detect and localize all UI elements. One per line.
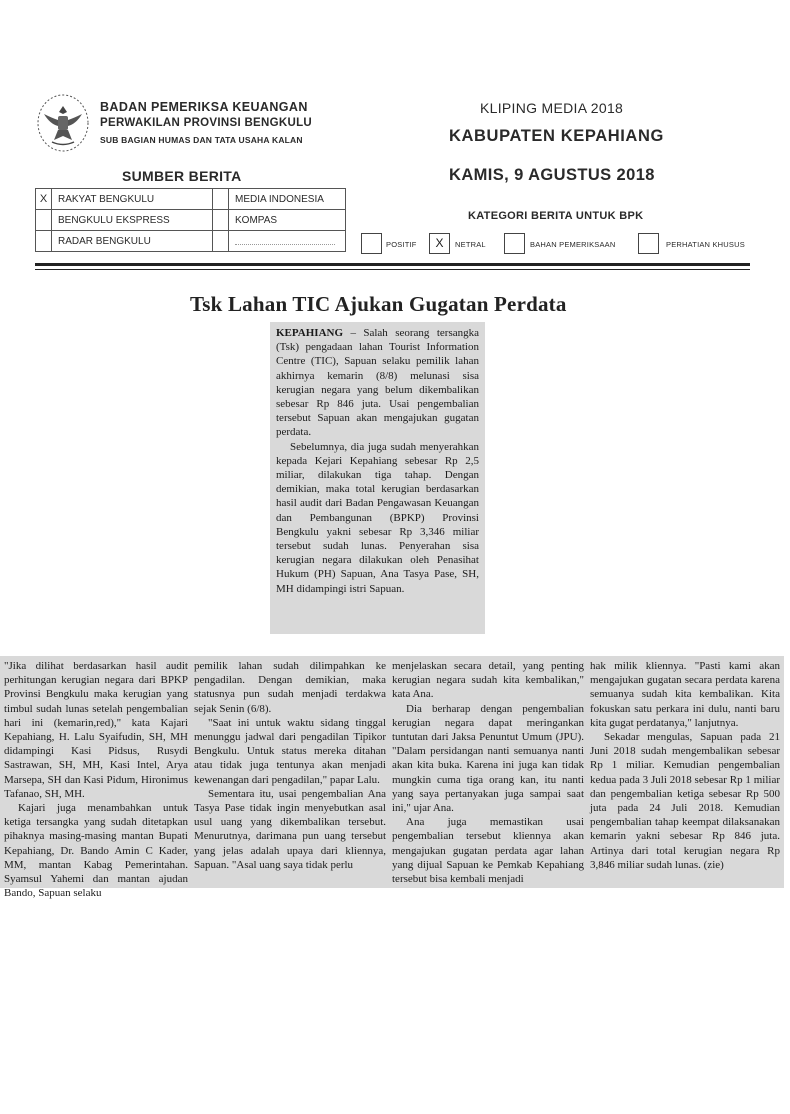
body-paragraph: menjelaskan secara detail, yang penting kerugian negara sudah kita kembalikan," kata Ana. xyxy=(392,660,584,701)
body-paragraph: "Jika dilihat berdasarkan hasil audit perhitungan kerugian negara dari BPKP Provinsi Bengkulu maka kerugian yang timbul sudah lunas setelah pengembalian hari ini (kemarin,red)," kata Kajari Kepahiang, H. Lalu Syaifudin, SH, MH didampingi Kasi Pidsus, Rusydi Sastrawan, SH, MH, Kasi Intel, Arya Marsepa, SH dan Kasi Pidum, Hironimus Tafanao, SH, MH. xyxy=(4,660,188,800)
kategori-label-perhatian: PERHATIAN KHUSUS xyxy=(666,240,745,249)
dateline: KEPAHIANG xyxy=(276,327,344,339)
source-check xyxy=(36,231,52,252)
source-check: X xyxy=(36,189,52,210)
clipping-column-1 xyxy=(0,656,192,900)
org-branch: PERWAKILAN PROVINSI BENGKULU xyxy=(100,117,313,129)
source-check xyxy=(213,231,229,252)
date-title: KAMIS, 9 AGUSTUS 2018 xyxy=(449,166,655,184)
column-text xyxy=(194,659,386,872)
clipping-column-2 xyxy=(190,656,390,888)
source-check xyxy=(213,210,229,231)
divider-thin xyxy=(35,269,750,270)
column-text xyxy=(392,659,584,886)
kategori-checkbox-perhatian xyxy=(638,233,659,254)
source-blank xyxy=(229,231,346,252)
source-name: RADAR BENGKULU xyxy=(52,231,213,252)
lead-paragraph-text: – Salah seorang tersangka (Tsk) pengadaan lahan Tourist Information Centre (TIC), Sapuan selaku pemilik lahan akhirnya kemarin (8/8) melunasi sisa kerugian negara yang belum dikembalikan sebesar Rp 846 juta. Usai pengembalian tersebut Sapuan akan mengajukan gugatan perdata. xyxy=(276,327,479,439)
kategori-checkbox-bahan xyxy=(504,233,525,254)
source-name: BENGKULU EKSPRESS xyxy=(52,210,213,231)
source-name: MEDIA INDONESIA xyxy=(229,189,346,210)
article-headline: Tsk Lahan TIC Ajukan Gugatan Perdata xyxy=(190,292,567,316)
kategori-label-bahan: BAHAN PEMERIKSAAN xyxy=(530,240,616,249)
body-paragraph: "Saat ini untuk waktu sidang tinggal menunggu jadwal dari pengadilan Tipikor Bengkulu. Untuk status mereka ditahan atau tidak juga tentunya akan menjadi kewenangan dari pengadilan," papar Lalu. xyxy=(194,716,386,786)
body-paragraph: Sementara itu, usai pengembalian Ana Tasya Pase tidak ingin menyebutkan asal usul uang yang dikembalikan tersebut. Menurutnya, darimana pun uang tersebut yang jelas adalah upaya dari kliennya, Sapuan. "Asal uang saya tidak perlu xyxy=(194,787,386,871)
body-paragraph: Kajari juga menambahkan untuk ketiga tersangka yang sudah ditetapkan pihaknya masing-masing mantan Bupati Kepahiang, Dr. Bando Amin C Kader, MM, mantan Kabag Pemerintahan. Syamsul Yahemi dan mantan ajudan Bando, Sapuan selaku xyxy=(4,802,188,900)
clipping-column-3 xyxy=(388,656,588,888)
source-row xyxy=(36,231,346,252)
body-paragraph: Dia berharap dengan pengembalian kerugian negara dapat meringankan tuntutan dari Jaksa Penuntut Umum (JPU). "Dalam persidangan nanti semuanya nanti akan kita buka. Karena ini juga kan tidak mungkin cuma tiga orang kan, itu nanti yang saya pertanyakan juga sampai saat ini," ujar Ana. xyxy=(392,702,584,815)
divider-thick xyxy=(35,263,750,266)
org-subdivision: SUB BAGIAN HUMAS DAN TATA USAHA KALAN xyxy=(100,135,303,145)
kategori-label-positif: POSITIF xyxy=(386,240,417,249)
body-paragraph: Sekadar mengulas, Sapuan pada 21 Juni 2018 sudah mengembalikan sebesar Rp 1 miliar. Kemudian pengembalian kedua pada 3 Juli 2018 sebesar Rp 1 miliar dan pengembalian ketiga sebesar Rp 500 juta pada 24 Juli 2018. Kemudian pengembalian tahap keempat dilaksanakan kemarin yakni sebesar Rp 846 juta. Artinya dari total kerugian negara Rp 3,846 miliar sudah lunas. (zie) xyxy=(590,731,780,871)
clipping-lead xyxy=(270,322,485,634)
column-text xyxy=(4,659,188,900)
source-name: RAKYAT BENGKULU xyxy=(52,189,213,210)
garuda-logo-icon xyxy=(36,92,90,154)
source-check xyxy=(213,189,229,210)
kabupaten-title: KABUPATEN KEPAHIANG xyxy=(449,127,664,145)
clipping-column-4 xyxy=(586,656,784,888)
source-row xyxy=(36,189,346,210)
kategori-label-netral: NETRAL xyxy=(455,240,486,249)
kategori-checkbox-positif xyxy=(361,233,382,254)
body-paragraph: Ana juga memastikan usai pengembalian tersebut kliennya akan mengajukan gugatan perdata agar lahan yang dijual Sapuan ke Pemkab Kepahiang tersebut bisa kembali menjadi xyxy=(392,816,584,886)
source-table xyxy=(35,188,346,252)
body-paragraph: hak milik kliennya. "Pasti kami akan mengajukan gugatan secara perdata karena semuanya sudah kita kembalikan. Kita fokuskan satu perkara ini dulu, nanti baru kita gugat perdatanya," lanjutnya. xyxy=(590,660,780,729)
kategori-title: KATEGORI BERITA UNTUK BPK xyxy=(468,210,644,222)
body-paragraph: pemilik lahan sudah dilimpahkan ke pengadilan. Dengan demikian, maka statusnya pun sudah menjadi terdakwa sejak Senin (6/8). xyxy=(194,660,386,715)
lead-text xyxy=(270,322,485,600)
lead-paragraph: Sebelumnya, dia juga sudah menyerahkan kepada Kejari Kepahiang sebesar Rp 2,5 miliar, dilakukan tiga tahap. Dengan demikian, maka total kerugian berdasarkan hasil audit dari Badan Pengawasan Keuangan dan Pembangunan (BPKP) Provinsi Bengkulu yakni sebesar Rp 3,346 miliar tersebut sudah lunas. Penyerahan sisa kerugian negara dilakukan oleh Penasihat Hukum (PH) Sapuan, Ana Tasya Pase, SH, MH didampingi istri Sapuan. xyxy=(276,440,479,595)
source-name: KOMPAS xyxy=(229,210,346,231)
sumber-berita-title: SUMBER BERITA xyxy=(122,168,242,184)
column-text xyxy=(590,659,780,872)
dotted-line xyxy=(235,234,335,245)
source-row xyxy=(36,210,346,231)
source-check xyxy=(36,210,52,231)
lead-paragraph xyxy=(276,326,479,440)
kliping-title: KLIPING MEDIA 2018 xyxy=(480,100,624,116)
org-name: BADAN PEMERIKSA KEUANGAN xyxy=(100,100,308,114)
kategori-checkbox-netral: X xyxy=(429,233,450,254)
